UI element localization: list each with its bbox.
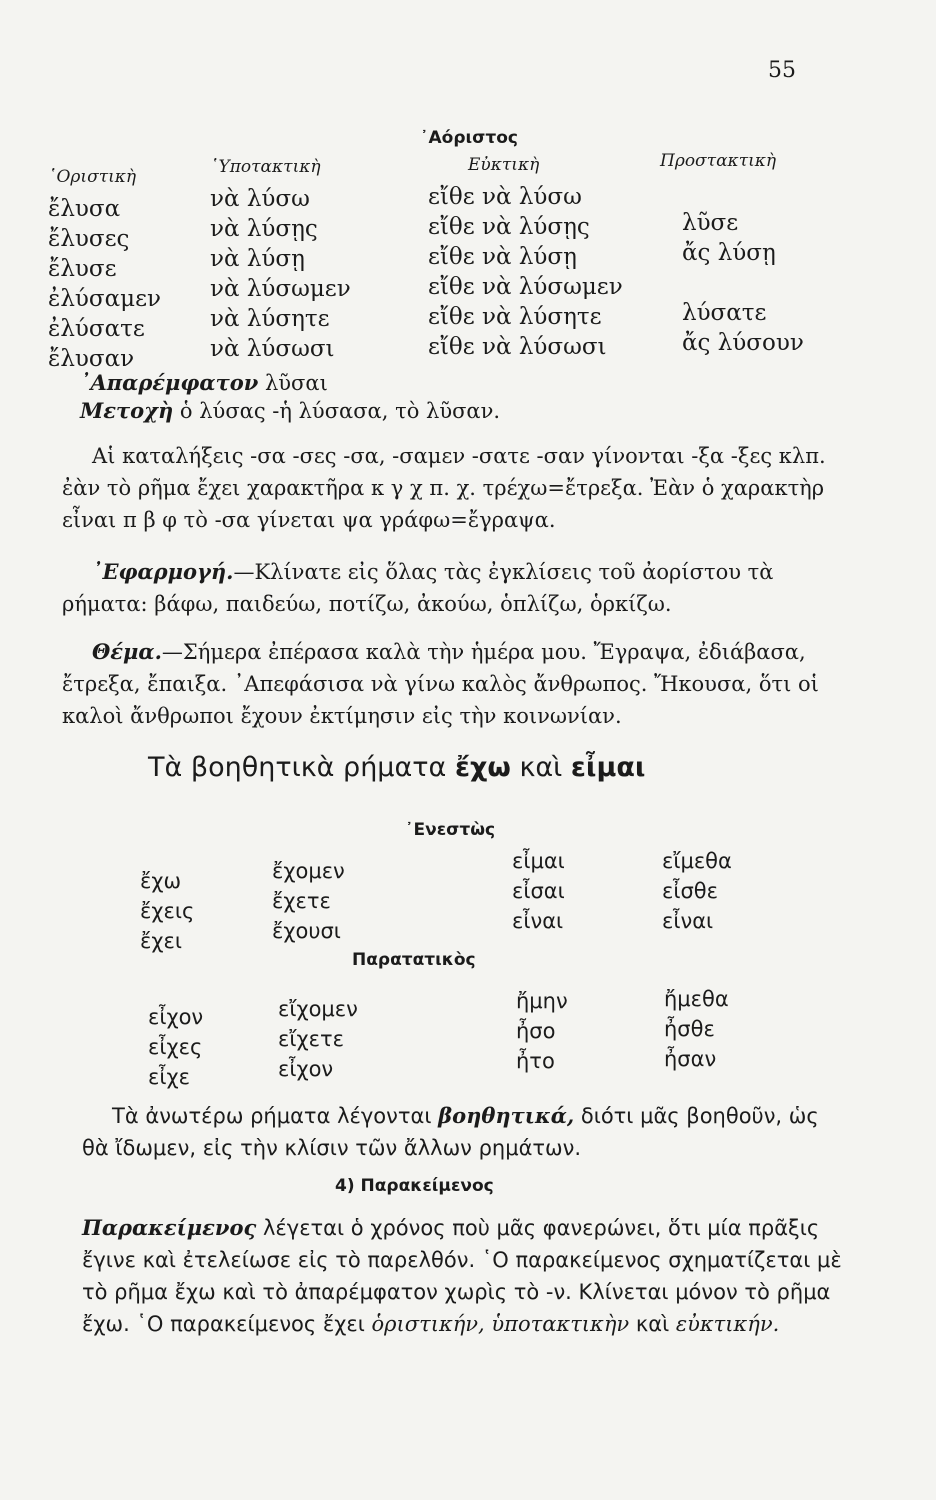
present-echo-singular	[140, 866, 194, 956]
perfect-text: λέγεται ὁ χρόνος ποὺ μᾶς φανερώνει, ὅτι μία πρᾶξις ἔγινε καὶ ἐτελείωσε εἰς τὸ παρελθόν. ῾Ο παρακείμενος σχηματίζεται μὲ τὸ ρῆμα ἔχω καὶ τὸ ἀπαρέμφατον χωρὶς τὸ -ν. Κλίνεται μόνον τὸ ρῆμα ἔχω. ῾Ο παρακείμενος ἔχει	[82, 1216, 842, 1336]
participle-text: ὁ λύσας -ἡ λύσασα, τὸ λῦσαν.	[179, 399, 501, 423]
form: ἐλύσαμεν	[48, 286, 161, 312]
page-number: 55	[768, 58, 796, 83]
imperfect-echo-singular	[148, 1002, 203, 1092]
form: λῦσε	[682, 210, 739, 236]
form: ἔχει	[140, 929, 182, 953]
form: ἄς λύσουν	[682, 330, 804, 356]
form: εἶναι	[662, 909, 714, 933]
form: λύσατε	[682, 300, 767, 326]
form: ἔλυσε	[48, 256, 117, 282]
form: εἶσαι	[512, 879, 565, 903]
aux-title-eimai: εἶμαι	[570, 752, 646, 783]
present-echo-plural	[272, 856, 345, 946]
exercise-label: ᾿Εφαρμογή.	[92, 559, 234, 584]
form: εἴχομεν	[278, 997, 358, 1021]
form: νὰ λύσῃ	[210, 246, 305, 272]
subjunctive-heading: ῾Υποτακτικὴ	[210, 157, 321, 177]
form: ἄς λύσῃ	[682, 240, 776, 266]
aux-note-text-end: διότι μᾶς βοηθοῦν, ὡς θὰ ἴδωμεν, εἰς τὴν κλίσιν τῶν ἄλλων ρημάτων.	[82, 1104, 819, 1160]
infinitive-label: ᾿Απαρέμφατον	[80, 370, 259, 395]
form: εἶχον	[148, 1005, 204, 1029]
form: νὰ λύσῃς	[210, 216, 318, 242]
form: εἴθε νὰ λύσητε	[428, 304, 602, 330]
aux-title-prefix: Τὰ βοηθητικὰ ρήματα	[148, 752, 447, 783]
aorist-optative-column	[428, 150, 623, 362]
participle-line	[80, 398, 500, 423]
perfect-last: εὐκτικήν.	[675, 1312, 780, 1336]
aorist-indicative-column	[48, 162, 161, 374]
perfect-paragraph	[82, 1212, 842, 1340]
form: εἶχες	[148, 1035, 203, 1059]
form: εἴχετε	[278, 1027, 344, 1051]
aux-title-and: καὶ	[519, 752, 563, 783]
auxiliary-verbs-title	[148, 752, 645, 783]
rule-text: Αἱ καταλήξεις -σα -σες -σα, -σαμεν -σατε -σαν γίνονται -ξα -ξες κλπ. ἐὰν τὸ ρῆμα ἔχει χαρακτῆρα κ γ χ π. χ. τρέχω=ἔτρεξα. Ἐὰν ὁ χαρακτὴρ εἶναι π β φ τὸ -σα γίνεται ψα γράφω=ἔγραψα.	[62, 444, 826, 532]
imperfect-heading: Παρατατικὸς	[352, 950, 476, 970]
form: νὰ λύσω	[210, 186, 310, 212]
form: ἦσο	[516, 1019, 556, 1043]
form: ἔχομεν	[272, 859, 345, 883]
imperfect-echo-plural	[278, 994, 358, 1084]
perfect-heading: 4) Παρακείμενος	[335, 1176, 494, 1196]
indicative-heading: ῾Οριστικὴ	[48, 167, 137, 187]
form: ἦτο	[516, 1049, 555, 1073]
perfect-and: καὶ	[635, 1312, 670, 1336]
form: νὰ λύσητε	[210, 306, 330, 332]
form: εἴθε νὰ λύσωσι	[428, 334, 607, 360]
infinitive-line	[80, 370, 328, 395]
theme-paragraph	[62, 636, 832, 732]
form: εἴμεθα	[662, 849, 732, 873]
optative-heading: Εὐκτικὴ	[468, 155, 540, 175]
perfect-term: Παρακείμενος	[82, 1215, 257, 1240]
participle-label: Μετοχὴ	[80, 398, 174, 423]
aorist-subjunctive-column	[210, 152, 351, 364]
aux-note-term: βοηθητικά,	[438, 1103, 575, 1128]
form: νὰ λύσωσι	[210, 336, 335, 362]
form: εἶσθε	[662, 879, 718, 903]
aorist-imperative-column	[660, 146, 804, 358]
exercise-text: —Κλίνατε εἰς ὅλας τὰς ἐγκλίσεις τοῦ ἀορίστου τὰ ρήματα: βάφω, παιδεύω, ποτίζω, ἀκούω, ὁπλίζω, ὁρκίζω.	[62, 560, 774, 616]
present-heading: ᾿Ενεστὼς	[405, 820, 496, 840]
form: ἤμην	[516, 989, 568, 1013]
imperfect-eimai-singular	[516, 986, 568, 1076]
form: ἔχεις	[140, 899, 195, 923]
form: ἔλυσες	[48, 226, 130, 252]
form: εἶχον	[278, 1057, 334, 1081]
perfect-moods: ὁριστικήν, ὑποτακτικὴν	[371, 1312, 630, 1336]
form: εἴθε νὰ λύσωμεν	[428, 274, 623, 300]
form: εἶχε	[148, 1065, 190, 1089]
form: εἴθε νὰ λύσῃ	[428, 244, 577, 270]
present-eimai-singular	[512, 846, 565, 936]
form: ἔχω	[140, 869, 182, 893]
ending-rule-paragraph	[62, 440, 832, 536]
form: ἦσαν	[664, 1047, 717, 1071]
imperfect-eimai-plural	[664, 984, 729, 1074]
form: εἴθε νὰ λύσω	[428, 184, 582, 210]
form: ἔχουσι	[272, 919, 341, 943]
theme-text: —Σήμερα ἐπέρασα καλὰ τὴν ἡμέρα μου. Ἔγραψα, ἐδιάβασα, ἔτρεξα, ἔπαιξα. ᾿Απεφάσισα νὰ γίνω καλὸς ἄνθρωπος. Ἤκουσα, ὅτι οἱ καλοὶ ἄνθρωποι ἔχουν ἐκτίμησιν εἰς τὴν κοινωνίαν.	[62, 640, 819, 728]
exercise-paragraph	[62, 556, 832, 620]
form: ἔχετε	[272, 889, 331, 913]
auxiliary-note	[82, 1100, 842, 1164]
present-eimai-plural	[662, 846, 732, 936]
form	[660, 178, 804, 208]
aorist-title: ᾿Αόριστος	[420, 128, 518, 148]
form: ἐλύσατε	[48, 316, 145, 342]
form: εἴθε νὰ λύσῃς	[428, 214, 590, 240]
infinitive-text: λῦσαι	[264, 371, 328, 395]
form: νὰ λύσωμεν	[210, 276, 351, 302]
imperative-heading: Προστακτικὴ	[660, 151, 777, 171]
form: ἔλυσα	[48, 196, 121, 222]
aux-title-echo: ἔχω	[454, 752, 511, 783]
form: ἦσθε	[664, 1017, 715, 1041]
form: εἶμαι	[512, 849, 565, 873]
form: εἶναι	[512, 909, 564, 933]
aux-note-text: Τὰ ἀνωτέρω ρήματα λέγονται	[112, 1104, 432, 1128]
form: ἔλυσαν	[48, 346, 135, 372]
form	[660, 268, 804, 298]
form: ἤμεθα	[664, 987, 729, 1011]
theme-label: Θέμα.	[92, 639, 162, 664]
